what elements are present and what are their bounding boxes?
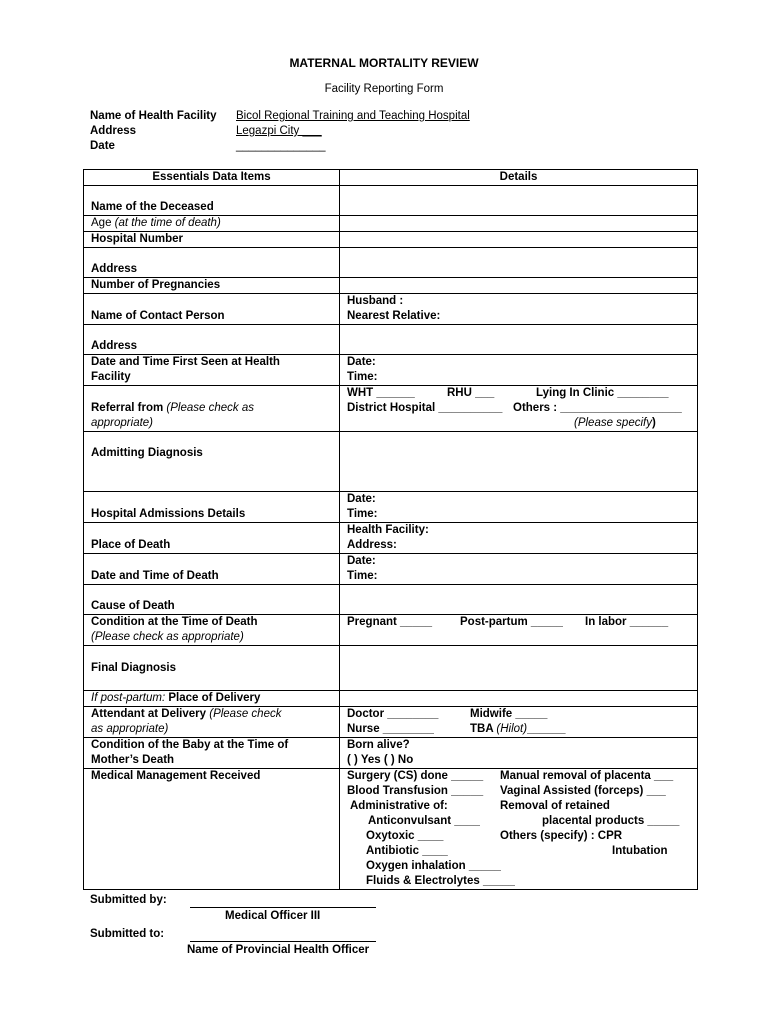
row-first-seen: Date and Time First Seen at Health Facility [84,355,340,386]
field-name-deceased[interactable] [340,186,698,216]
field-referral[interactable]: WHT ______ RHU ___ Lying In Clinic ________ District Hospital __________ Others : ___________________ (Please specify) [340,386,698,432]
antibiotic-option[interactable]: Antibiotic ____ [366,845,448,857]
row-final-diagnosis: Final Diagnosis [84,646,340,691]
manual-removal-option[interactable]: Manual removal of placenta ___ [500,770,674,782]
medical-officer-label: Medical Officer III [225,910,321,922]
yes-no-options[interactable]: ( ) Yes ( ) No [347,754,414,766]
doctor-option[interactable]: Doctor ________ [347,708,439,720]
row-condition-death: Condition at the Time of Death (Please check as appropriate) [84,615,340,646]
district-option[interactable]: District Hospital __________ [347,402,503,414]
others-specify-option[interactable]: Others (specify) : CPR [500,830,623,842]
row-admitting-diagnosis: Admitting Diagnosis [84,432,340,492]
administrative-label: Administrative of: [350,800,448,812]
tba-option[interactable]: TBA (Hilot)______ [470,723,566,735]
in-labor-option[interactable]: In labor ______ [585,616,669,628]
field-address-contact[interactable] [340,325,698,355]
field-contact-person[interactable] [340,294,698,325]
row-name-deceased: Name of the Deceased [84,186,340,216]
field-attendant[interactable] [340,707,698,738]
row-baby-condition: Condition of the Baby at the Time of Mother’s Death [84,738,340,769]
form-title: MATERNAL MORTALITY REVIEW [289,56,479,70]
please-specify-note: (Please specify [574,417,652,429]
date-label: Date [90,140,115,152]
field-final-diagnosis[interactable] [340,646,698,691]
nurse-option[interactable]: Nurse ________ [347,723,434,735]
date-value: ______________ [236,140,326,152]
field-hospital-number[interactable] [340,232,698,248]
row-medical-management: Medical Management Received [84,769,340,890]
surgery-option[interactable]: Surgery (CS) done _____ [347,770,484,782]
field-address[interactable] [340,248,698,278]
age-note: (at the time of death) [114,217,221,229]
husband-label: Husband : [347,295,404,307]
removal-retained-label: Removal of retained [500,800,610,812]
row-address: Address [84,248,340,278]
intubation-option[interactable]: Intubation [612,845,668,857]
midwife-option[interactable]: Midwife _____ [470,708,548,720]
address-value: Legazpi City ___ [236,125,322,137]
post-partum-option[interactable]: Post-partum _____ [460,616,563,628]
field-medical-management[interactable] [340,769,698,890]
field-place-delivery[interactable] [340,691,698,707]
born-alive-label: Born alive? [347,739,410,751]
field-hospital-admissions[interactable]: Date: Time: [340,492,698,523]
form-subtitle: Facility Reporting Form [324,83,444,95]
wht-option[interactable]: WHT ______ [347,387,415,399]
submitted-by-line[interactable] [190,906,376,908]
field-first-seen[interactable] [340,355,698,386]
row-referral: Referral from (Please check as appropriate) [84,386,340,432]
vaginal-assisted-option[interactable]: Vaginal Assisted (forceps) ___ [500,785,666,797]
field-num-pregnancies[interactable] [340,278,698,294]
anticonvulsant-option[interactable]: Anticonvulsant ____ [368,815,480,827]
others-option[interactable]: Others : ___________________ [513,402,682,414]
col-header-details: Details [340,170,698,186]
date-label: Date: [347,356,376,368]
field-baby-condition[interactable] [340,738,698,769]
time-label: Time: [347,371,378,383]
submitted-to-line[interactable] [190,940,376,942]
submitted-to-label: Submitted to: [90,928,165,940]
row-cause-of-death: Cause of Death [84,585,340,615]
submitted-by-label: Submitted by: [90,894,167,906]
fluids-option[interactable]: Fluids & Electrolytes _____ [366,875,515,887]
row-address-contact: Address [84,325,340,355]
row-date-time-death: Date and Time of Death [84,554,340,585]
blood-transfusion-option[interactable]: Blood Transfusion _____ [347,785,484,797]
field-admitting-diagnosis[interactable] [340,432,698,492]
row-contact-person: Name of Contact Person [84,294,340,325]
data-items-table [83,169,698,890]
pregnant-option[interactable]: Pregnant _____ [347,616,433,628]
placental-products-option[interactable]: placental products _____ [542,815,680,827]
row-attendant: Attendant at Delivery (Please check as appropriate) [84,707,340,738]
oxygen-option[interactable]: Oxygen inhalation _____ [366,860,501,872]
lying-in-option[interactable]: Lying In Clinic ________ [536,387,669,399]
row-hospital-number: Hospital Number [84,232,340,248]
field-condition-death[interactable] [340,615,698,646]
row-place-of-death: Place of Death [84,523,340,554]
row-hospital-admissions: Hospital Admissions Details [84,492,340,523]
col-header-items: Essentials Data Items [84,170,340,186]
provincial-officer-label: Name of Provincial Health Officer [187,944,370,956]
row-age: Age (at the time of death) [84,216,340,232]
nearest-relative-label: Nearest Relative: [347,310,441,322]
row-num-pregnancies: Number of Pregnancies [84,278,340,294]
facility-value: Bicol Regional Training and Teaching Hospital [236,110,470,122]
field-age[interactable] [340,216,698,232]
address-label: Address [90,125,137,137]
rhu-option[interactable]: RHU ___ [447,387,495,399]
row-place-delivery: If post-partum: Place of Delivery [84,691,340,707]
field-place-of-death[interactable]: Health Facility: Address: [340,523,698,554]
facility-label: Name of Health Facility [90,110,217,122]
field-cause-of-death[interactable] [340,585,698,615]
field-date-time-death[interactable]: Date: Time: [340,554,698,585]
oxytoxic-option[interactable]: Oxytoxic ____ [366,830,444,842]
